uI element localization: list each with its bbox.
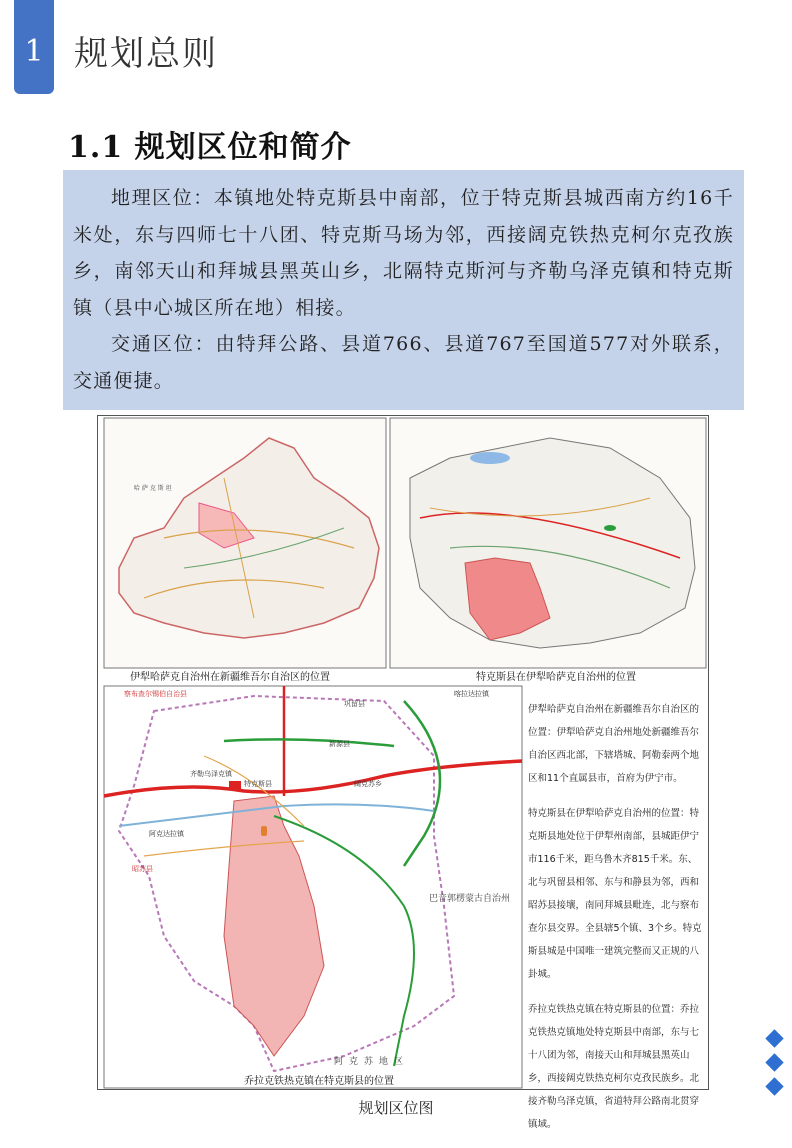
label-akedala: 阿克达拉镇 <box>149 830 184 838</box>
intro-box <box>63 170 744 410</box>
map-xinjiang <box>104 418 386 683</box>
map-tekes <box>104 686 522 1088</box>
map-yili <box>390 418 706 683</box>
figure-caption: 规划区位图 <box>358 1099 434 1117</box>
figure-description <box>528 698 706 1148</box>
label-xinlingzhen: 新源县 <box>329 740 350 748</box>
chapter-number-badge: 1 <box>14 0 54 94</box>
label-right-region: 巴音郭楞蒙古自治州 <box>429 894 511 904</box>
map2-caption: 特克斯县在伊犁哈萨克自治州的位置 <box>476 672 636 683</box>
section-title: 1.1 规划区位和简介 <box>68 130 352 165</box>
svg-text:哈 萨 克 斯 坦: 哈 萨 克 斯 坦 <box>134 485 172 492</box>
label-qiaqi: 齐勒乌泽克镇 <box>190 770 232 778</box>
label-county: 特克斯县 <box>244 780 272 788</box>
traffic-paragraph: 交通区位：由特拜公路、县道766、县道767至国道577对外联系，交通便捷。 <box>73 333 734 392</box>
geo-paragraph: 地理区位：本镇地处特克斯县中南部，位于特克斯县城西南方约16千米处，东与四师七十八团、特克斯马场为邻，西接阔克铁热克柯尔克孜族乡，南邻天山和拜城县黑英山乡，北隔特克斯河与齐勒乌泽克镇和特克斯镇（县中心城区所在地）相接。 <box>73 187 734 319</box>
decor-diamond-2-icon <box>765 1053 783 1071</box>
desc-tekes: 特克斯县在伊犁哈萨克自治州的位置：特克斯县地处位于伊犁州南部，县城距伊宁市116千米，距乌鲁木齐815千米。东、北与巩留县相邻、东与和静县为邻，西和昭苏县接壤，南同拜城县毗连，北与察布查尔县交界。全县辖5个镇、3个乡。特克斯县城是中国唯一建筑完整而又正规的八卦城。 <box>528 808 702 980</box>
desc-town: 乔拉克铁热克镇在特克斯县的位置：乔拉克铁热克镇地处特克斯县中南部，东与七十八团为邻，南接天山和拜城县黑英山乡，西接阔克铁热克柯尔克孜民族乡。北接齐勒乌泽克镇，省道特拜公路南北贯穿镇域。 <box>528 1004 700 1130</box>
label-top-town: 喀拉达拉镇 <box>454 690 489 698</box>
label-top-left: 察布查尔锡伯自治县 <box>124 690 187 698</box>
label-gongliu: 巩留县 <box>344 700 365 708</box>
desc-yili: 伊犁哈萨克自治州在新疆维吾尔自治区的位置：伊犁哈萨克自治州地处新疆维吾尔自治区西北部，下辖塔城、阿勒泰两个地区和11个直属县市，首府为伊宁市。 <box>528 704 700 784</box>
label-bottom-region: 阿克苏地区 <box>334 1057 410 1067</box>
map1-caption: 伊犁哈萨克自治州在新疆维吾尔自治区的位置 <box>130 672 330 683</box>
label-kezilobusu: 阔克苏乡 <box>354 780 382 788</box>
decor-diamond-3-icon <box>765 1077 783 1095</box>
chapter-title: 规划总则 <box>74 34 218 74</box>
label-zhaoshu: 昭苏县 <box>132 865 153 873</box>
decor-diamond-1-icon <box>765 1029 783 1047</box>
map3-caption: 乔拉克铁热克镇在特克斯县的位置 <box>244 1076 394 1087</box>
